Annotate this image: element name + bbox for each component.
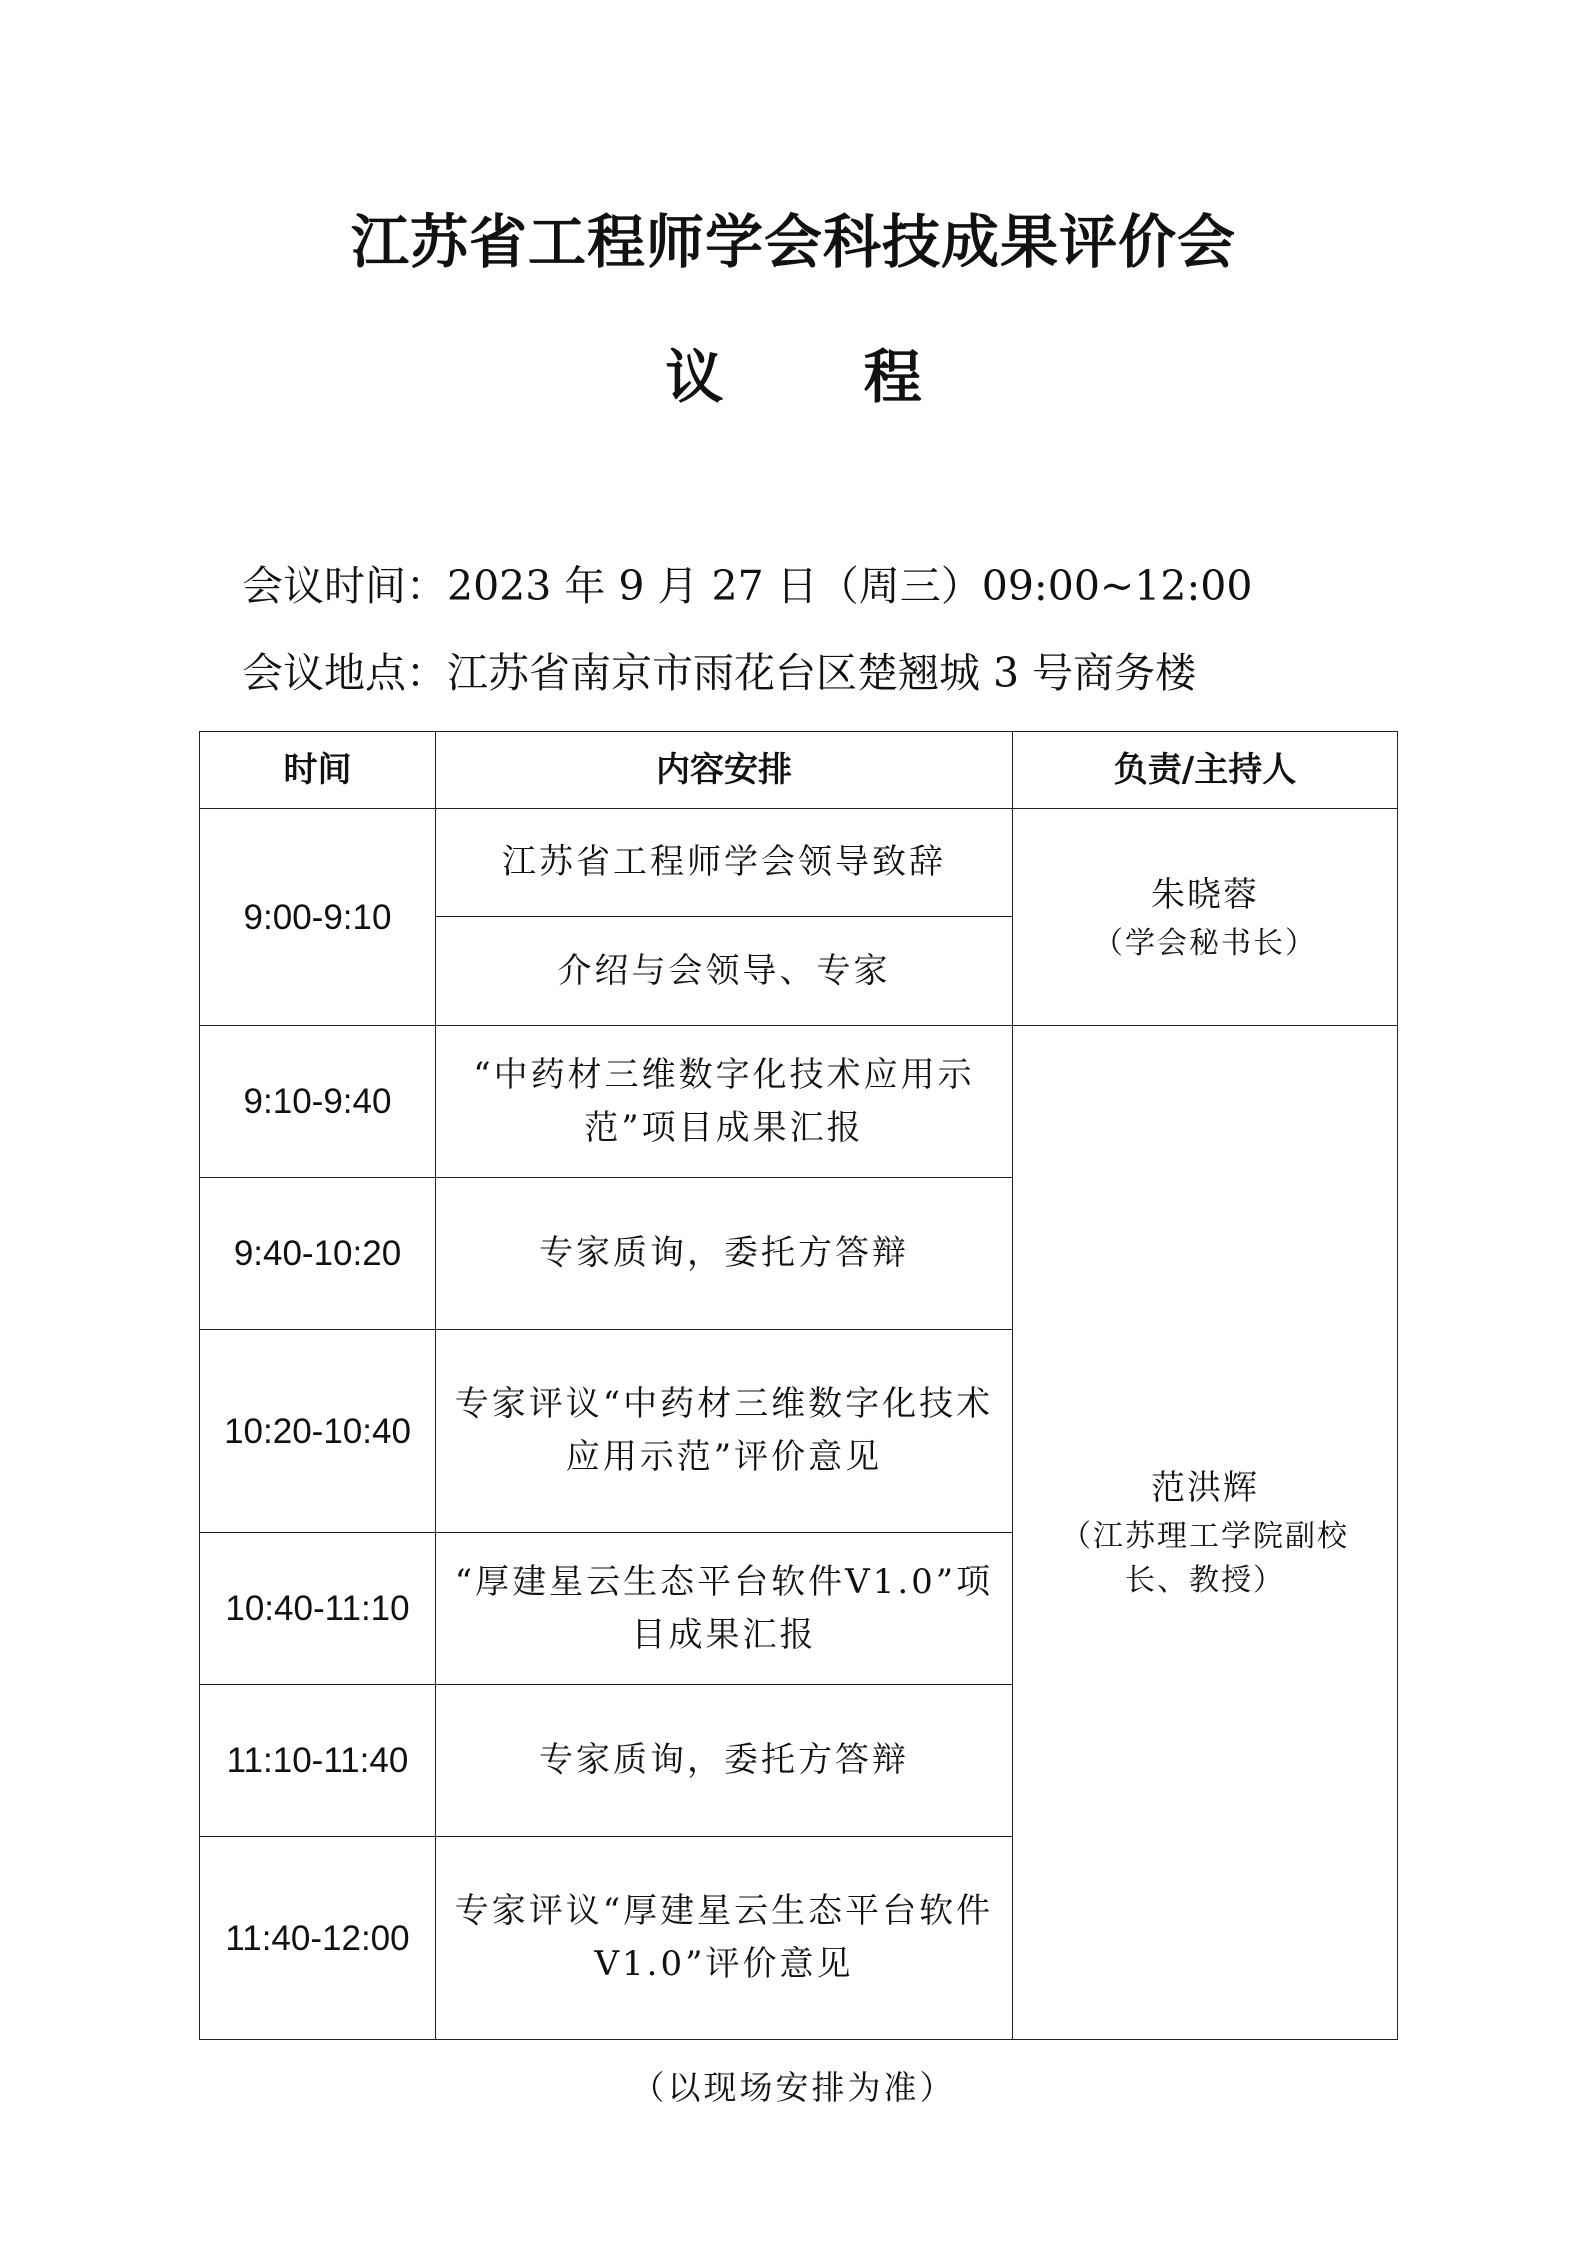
meeting-place xyxy=(242,640,1196,699)
row-time: 9:10-9:40 xyxy=(200,1026,436,1178)
header-time: 时间 xyxy=(200,732,436,809)
host-name: 范洪辉 xyxy=(1151,1468,1259,1508)
row-content: 介绍与会领导、专家 xyxy=(436,917,1013,1026)
header-host: 负责/主持人 xyxy=(1013,732,1398,809)
meeting-place-value: 江苏省南京市雨花台区楚翘城 3 号商务楼 xyxy=(447,649,1197,697)
meeting-time xyxy=(242,553,1252,612)
row-time: 9:00-9:10 xyxy=(200,809,436,1026)
row-content: 江苏省工程师学会领导致辞 xyxy=(436,809,1013,917)
host-role: （学会秘书长） xyxy=(1093,925,1317,961)
row-time: 11:10-11:40 xyxy=(200,1685,436,1837)
row-time: 10:20-10:40 xyxy=(200,1330,436,1533)
table-row xyxy=(200,809,1398,917)
meeting-time-label: 会议时间： xyxy=(242,562,447,610)
host-role: （江苏理工学院副校长、教授） xyxy=(1061,1519,1349,1598)
row-content: 专家质询，委托方答辩 xyxy=(436,1685,1013,1837)
row-content: “中药材三维数字化技术应用示范”项目成果汇报 xyxy=(436,1026,1013,1178)
row-content: 专家质询，委托方答辩 xyxy=(436,1178,1013,1330)
meeting-time-value: 2023 年 9 月 27 日（周三）09:00~12:00 xyxy=(447,562,1253,610)
host-name: 朱晓蓉 xyxy=(1151,874,1259,915)
row-content: 专家评议“中药材三维数字化技术应用示范”评价意见 xyxy=(436,1330,1013,1533)
host-cell xyxy=(1013,809,1398,1026)
row-time: 11:40-12:00 xyxy=(200,1837,436,2040)
table-header-row xyxy=(200,732,1398,809)
row-time: 10:40-11:10 xyxy=(200,1533,436,1685)
meeting-place-label: 会议地点： xyxy=(242,649,447,697)
host-cell xyxy=(1013,1026,1398,2040)
agenda-table xyxy=(199,731,1398,2040)
header-content: 内容安排 xyxy=(436,732,1013,809)
table-row xyxy=(200,1026,1398,1178)
row-time: 9:40-10:20 xyxy=(200,1178,436,1330)
footnote: （以现场安排为准） xyxy=(631,2068,956,2107)
document-title: 江苏省工程师学会科技成果评价会 xyxy=(350,208,1236,276)
row-content: 专家评议“厚建星云生态平台软件V1.0”评价意见 xyxy=(436,1837,1013,2040)
row-content: “厚建星云生态平台软件V1.0”项目成果汇报 xyxy=(436,1533,1013,1685)
agenda-heading: 议 程 xyxy=(665,343,982,411)
